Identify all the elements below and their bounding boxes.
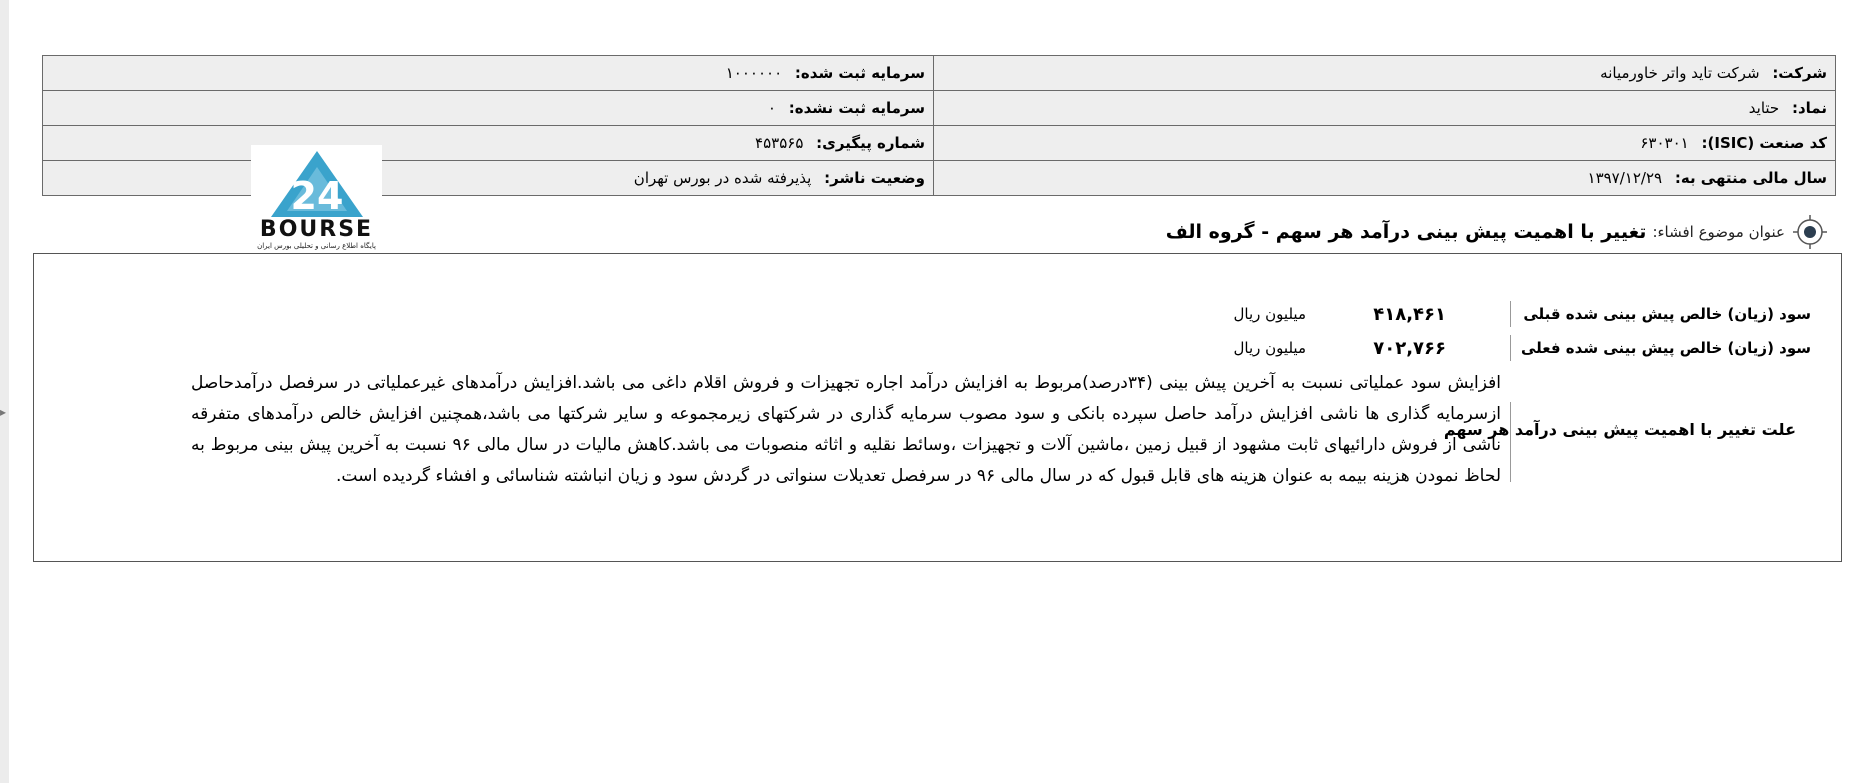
left-scroll-gutter	[0, 0, 9, 783]
unregistered-capital-cell	[43, 91, 934, 126]
row-label: سود (زیان) خالص پیش بینی شده فعلی	[1520, 339, 1811, 357]
row-value: ۴۱۸,۴۶۱	[1373, 303, 1446, 325]
row-unit: میلیون ریال	[1233, 339, 1306, 357]
isic-label: کد صنعت (ISIC):	[1701, 134, 1827, 152]
svg-text:24: 24	[290, 174, 343, 218]
registered-capital-cell	[43, 56, 934, 91]
isic-cell	[934, 126, 1836, 161]
registered-capital-label: سرمایه ثبت شده:	[794, 64, 925, 82]
company-label: شرکت:	[1772, 64, 1827, 82]
company-cell	[934, 56, 1836, 91]
info-row	[43, 91, 1836, 126]
info-row	[43, 56, 1836, 91]
fiscal-year-label: سال مالی منتهی به:	[1674, 169, 1827, 187]
subject-label: عنوان موضوع افشاء:	[1652, 223, 1785, 241]
bourse-logo	[251, 145, 382, 265]
publisher-status-label: وضعیت ناشر:	[824, 169, 925, 187]
publisher-status-cell	[43, 161, 934, 196]
row-unit: میلیون ریال	[1233, 305, 1306, 323]
reason-divider	[1510, 402, 1511, 482]
reason-text: افزایش سود عملیاتی نسبت به آخرین پیش بینی (۳۴درصد)مربوط به افزایش درآمد اجاره تجهیزات و فروش اقلام داغی می باشد.افزایش درآمدهای غیرعملیاتی در سرفصل درآمدحاصل ازسرمایه گذاری ها ناشی افزایش درآمد حاصل سپرده بانکی و سود مصوب سرمایه گذاری در شرکتهای زیرمجموعه و سایر شرکتها می باشد،همچنین افزایش خالص درآمدهای متفرقه ناشی از فروش دارائیهای ثابت مشهود از قبیل زمین ،ماشین آلات و تجهیزات ،وسائط نقلیه و اثاثه منصوبات می باشد.کاهش مالیات در سال مالی ۹۶ نسبت به آخرین پیش بینی مربوط به لحاظ نمودن هزینه بیمه به عنوان هزینه های قابل قبول که در سال مالی ۹۶ در سرفصل تعدیلات سنواتی در گردش سود و زیان انباشته شناسائی و افشاء گردیده است.	[191, 373, 1502, 486]
company-value: شرکت تاید واتر خاورمیانه	[1600, 64, 1760, 82]
fiscal-year-value: ۱۳۹۷/۱۲/۲۹	[1587, 169, 1663, 187]
tracking-number-label: شماره پیگیری:	[816, 134, 925, 152]
bourse-triangle-icon	[269, 149, 365, 219]
reason-label: علت تغییر با اهمیت پیش بینی درآمد هر سهم	[1443, 420, 1796, 439]
symbol-value: حتاید	[1748, 99, 1780, 117]
row-value: ۷۰۲,۷۶۶	[1373, 337, 1446, 359]
symbol-label: نماد:	[1791, 99, 1827, 117]
row-divider	[1510, 301, 1511, 327]
disclosure-content	[33, 253, 1842, 562]
registered-capital-value: ۱۰۰۰۰۰۰	[725, 64, 783, 82]
unregistered-capital-value: ۰	[767, 99, 776, 117]
symbol-cell	[934, 91, 1836, 126]
gutter-arrow-icon[interactable]: ▸	[0, 405, 7, 419]
unregistered-capital-label: سرمایه ثبت نشده:	[788, 99, 925, 117]
row-divider	[1510, 335, 1511, 361]
logo-text: BOURSE	[259, 217, 374, 242]
tracking-number-cell	[43, 126, 934, 161]
isic-value: ۶۳۰۳۰۱	[1640, 134, 1689, 152]
fiscal-year-cell	[934, 161, 1836, 196]
subject-title: تغییر با اهمیت پیش بینی درآمد هر سهم - گروه الف	[1165, 221, 1647, 243]
logo-subtitle: پایگاه اطلاع رسانی و تحلیلی بورس ایران	[257, 242, 376, 250]
tracking-number-value: ۴۵۳۵۶۵	[755, 134, 804, 152]
target-icon	[1793, 215, 1827, 249]
row-label: سود (زیان) خالص پیش بینی شده قبلی	[1523, 305, 1811, 323]
publisher-status-value: پذیرفته شده در بورس تهران	[633, 169, 812, 187]
disclosure-subject	[1166, 215, 1827, 249]
